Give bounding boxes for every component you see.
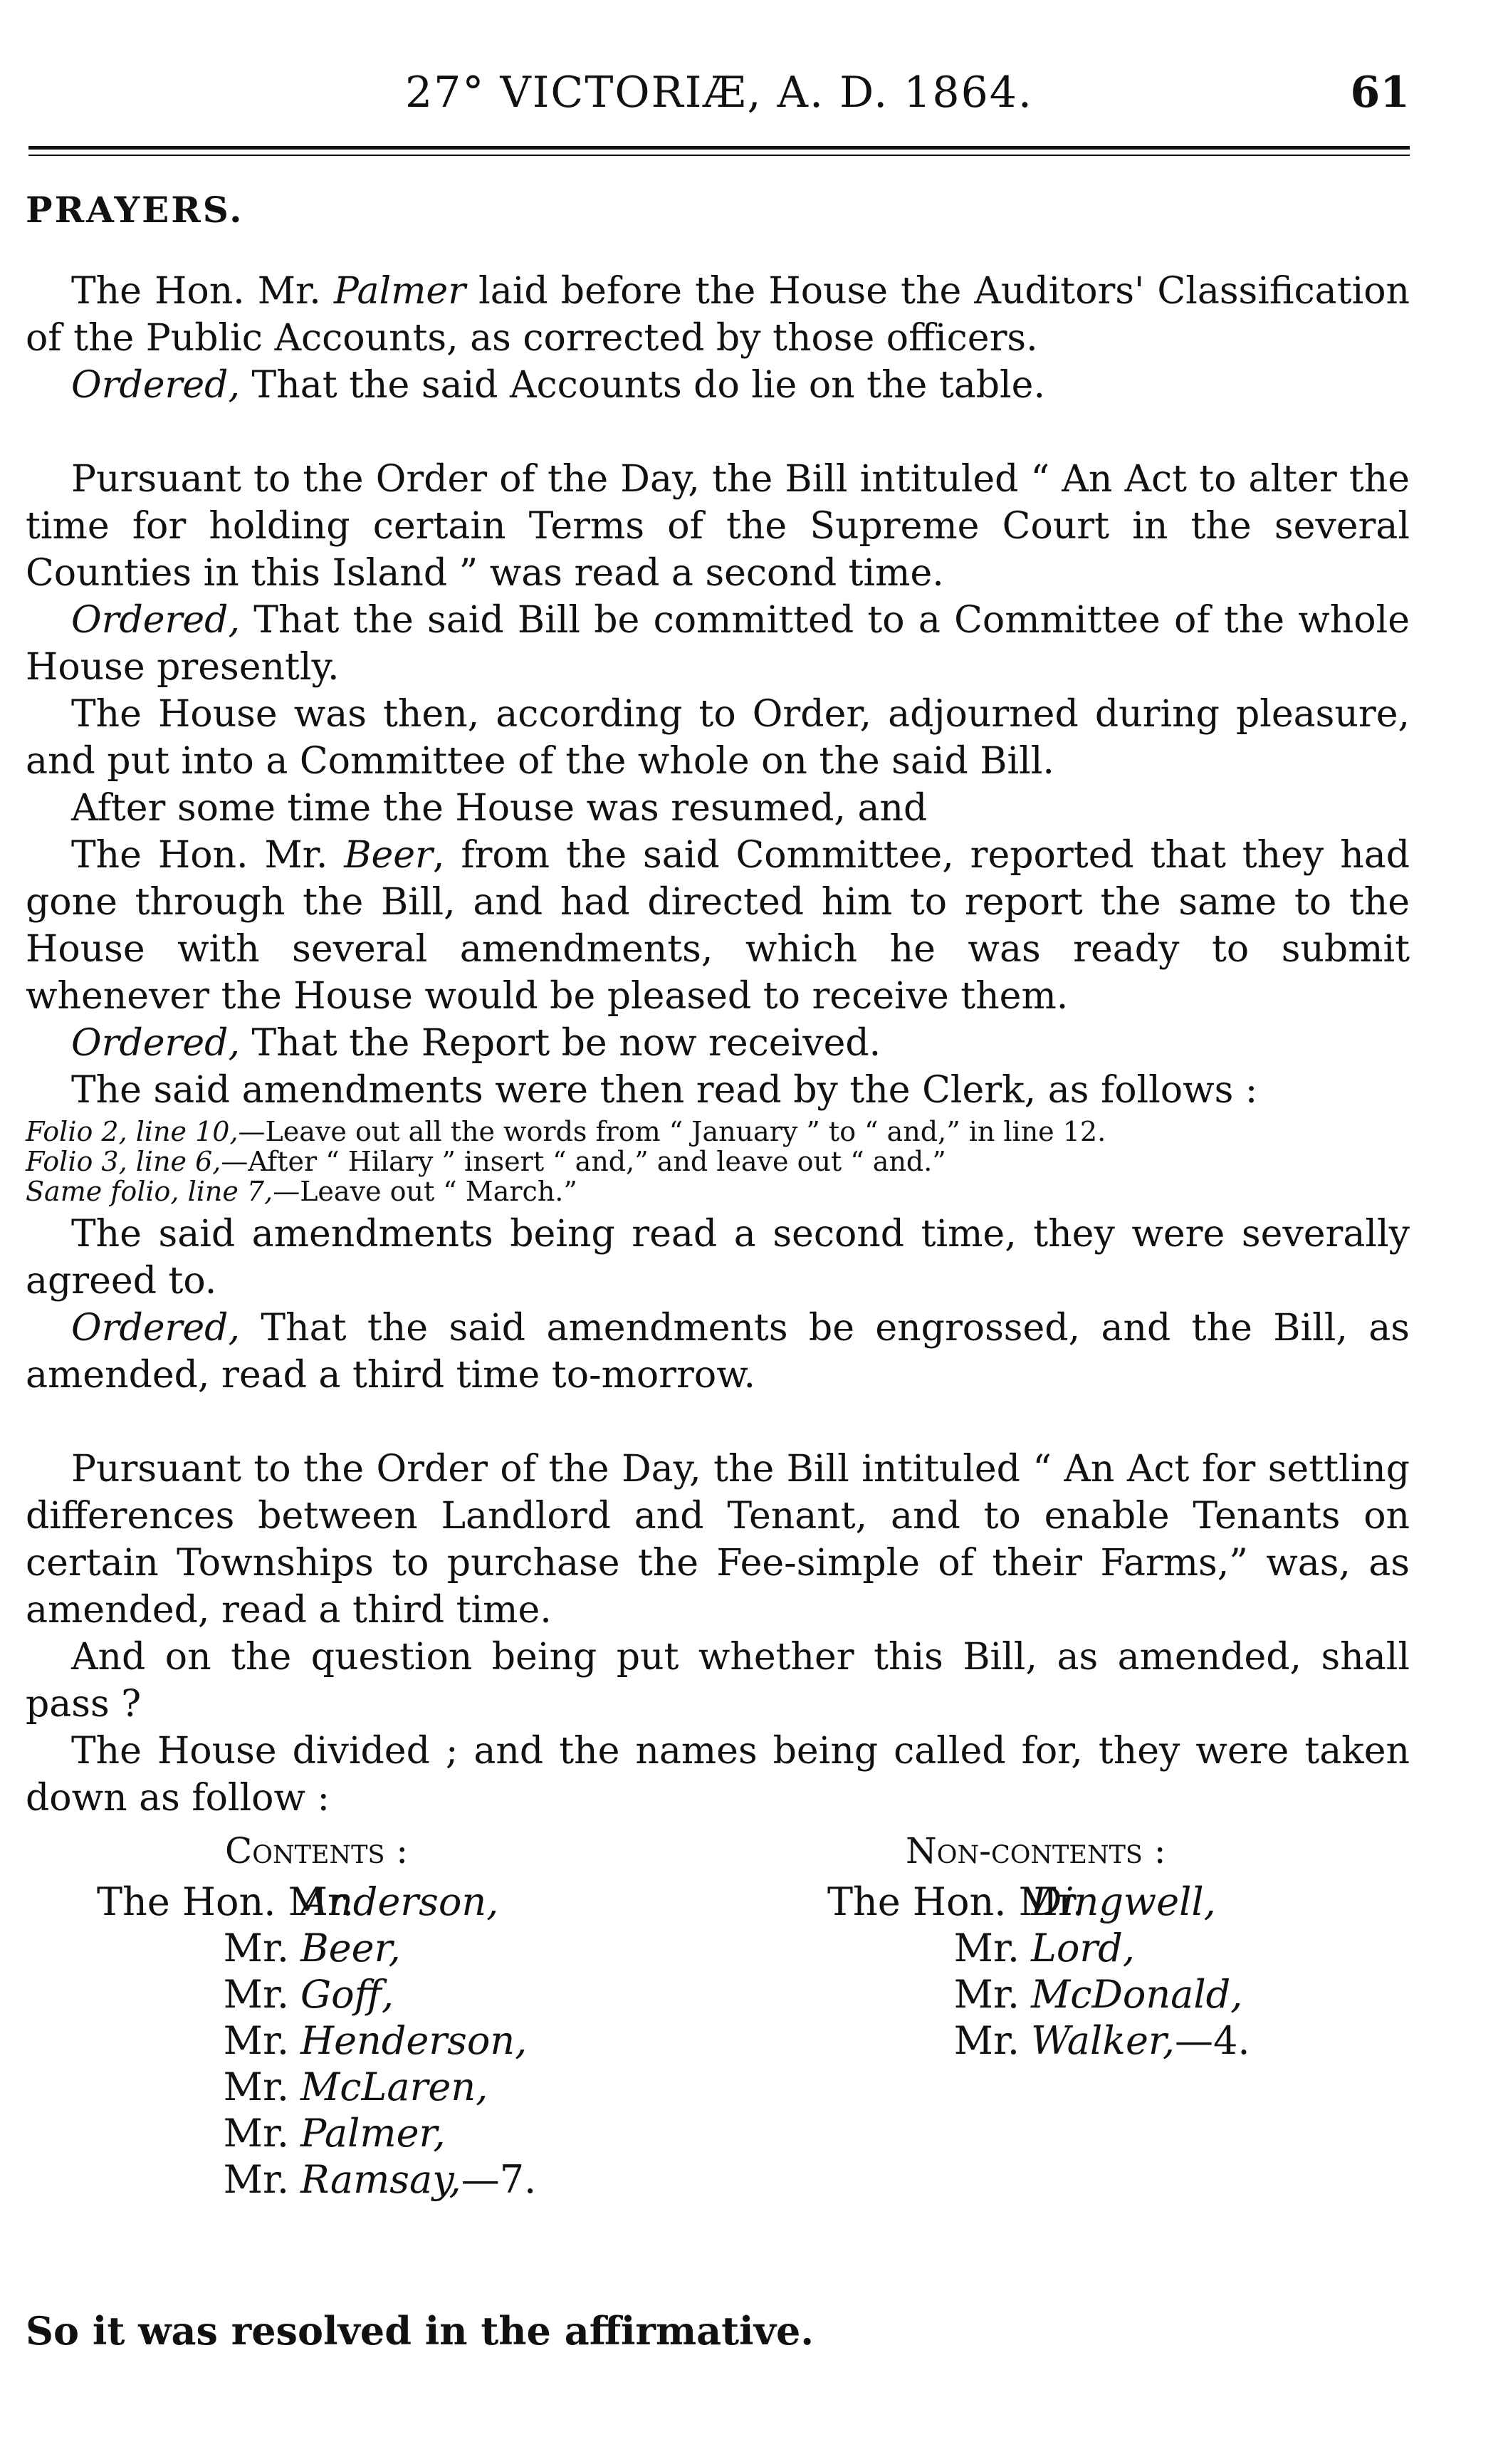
ordered-label: Ordered,	[71, 364, 240, 407]
page-body	[26, 187, 1410, 2354]
member-row: Mr. Beer,	[223, 1926, 401, 1970]
member-row: Mr. Ramsay,—7.	[223, 2157, 537, 2202]
non-contents-column	[827, 1827, 1411, 2064]
member-row: Mr. McDonald,	[953, 1972, 1243, 2017]
amendment-item: Same folio, line 7,—Leave out “ March.”	[26, 1176, 577, 1207]
header-title: 27° VICTORIÆ, A. D. 1864.	[404, 68, 1033, 118]
ordered-paragraph: Ordered, That the said amendments be engrossed, and the Bill, as amended, read a third time to-morrow.	[26, 1307, 1410, 1397]
member-row: Mr. McLaren,	[223, 2064, 488, 2109]
amendments-list	[26, 1117, 1410, 1206]
contents-tally: —7.	[461, 2157, 537, 2202]
page-number: 61	[1350, 68, 1410, 118]
member-row: Mr. Goff,	[223, 1972, 394, 2017]
amendment-ref: Folio 3, line 6,	[26, 1146, 221, 1177]
member-row: Mr. Henderson,	[223, 2018, 528, 2063]
member-name: Beer	[344, 834, 433, 877]
paragraph: Pursuant to the Order of the Day, the Bill intituled “ An Act to alter the time for holding certain Terms of the Supreme Court in the several Counties in this Island ” was read a second time.	[26, 458, 1410, 595]
paragraph: And on the question being put whether this Bill, as amended, shall pass ?	[26, 1636, 1410, 1726]
amendment-ref: Same folio, line 7,	[26, 1176, 273, 1207]
ordered-label: Ordered,	[71, 599, 240, 642]
ordered-paragraph: Ordered, That the said Accounts do lie on the table.	[71, 364, 1045, 407]
member-name: Anderson,	[300, 1879, 499, 1924]
paragraph: The Hon. Mr. Beer, from the said Committee, reported that they had gone through the Bill, and had directed him to report the same to the House with several amendments, which he was ready to submit whenever the House would be pleased to receive them.	[26, 834, 1410, 1018]
member-name: Beer,	[300, 1926, 401, 1970]
member-row: The Hon. Mr.Anderson,	[97, 1879, 499, 1924]
header-rule-thin	[28, 155, 1410, 156]
member-name: Dingwell,	[1031, 1879, 1216, 1924]
paragraph: The said amendments being read a second time, they were severally agreed to.	[26, 1213, 1410, 1303]
division-lists	[26, 1827, 1410, 2297]
member-name: Palmer,	[300, 2111, 446, 2156]
member-name: Walker,	[1031, 2018, 1175, 2063]
member-row: Mr. Lord,	[953, 1926, 1135, 1970]
member-row: Mr. Walker,—4.	[953, 2018, 1250, 2063]
running-header	[28, 68, 1410, 125]
spacer	[26, 1399, 1410, 1446]
member-name: Henderson,	[300, 2018, 528, 2063]
member-name: McDonald,	[1031, 1972, 1243, 2017]
non-contents-heading: Non-contents :	[906, 1830, 1166, 1872]
member-name: Goff,	[300, 1972, 394, 2017]
non-contents-tally: —4.	[1175, 2018, 1250, 2063]
contents-heading: Contents :	[225, 1830, 409, 1872]
paragraph: After some time the House was resumed, and	[71, 787, 928, 830]
member-row: Mr. Palmer,	[223, 2111, 446, 2156]
paragraph: The Hon. Mr. Palmer laid before the House the Auditors' Classification of the Public Accounts, as corrected by those officers.	[26, 270, 1410, 360]
member-name: Lord,	[1031, 1926, 1135, 1970]
member-name: McLaren,	[300, 2064, 488, 2109]
contents-column	[26, 1827, 738, 2203]
paragraph: The House was then, according to Order, adjourned during pleasure, and put into a Committee of the whole on the said Bill.	[26, 693, 1410, 783]
member-name: Palmer	[333, 270, 466, 313]
paragraph: The said amendments were then read by the Clerk, as follows :	[71, 1069, 1258, 1112]
header-rule-thick	[28, 146, 1410, 150]
section-heading: PRAYERS.	[26, 189, 244, 231]
paragraph: The House divided ; and the names being called for, they were taken down as follow :	[26, 1730, 1410, 1820]
ordered-paragraph: Ordered, That the said Bill be committed to a Committee of the whole House presently.	[26, 599, 1410, 689]
amendment-item: Folio 3, line 6,—After “ Hilary ” insert “ and,” and leave out “ and.”	[26, 1146, 946, 1177]
ordered-label: Ordered,	[71, 1307, 240, 1350]
amendment-ref: Folio 2, line 10,	[26, 1116, 239, 1147]
ordered-label: Ordered,	[71, 1022, 240, 1065]
member-row: The Hon. Mr.Dingwell,	[827, 1879, 1216, 1924]
spacer	[26, 409, 1410, 456]
paragraph: Pursuant to the Order of the Day, the Bill intituled “ An Act for settling differences between Landlord and Tenant, and to enable Tenants on certain Townships to purchase the Fee-simple of their Farms,” was, as amended, read a third time.	[26, 1448, 1410, 1632]
ordered-paragraph: Ordered, That the Report be now received.	[71, 1022, 881, 1065]
resolution-line: So it was resolved in the affirmative.	[26, 2308, 815, 2354]
member-name: Ramsay,	[300, 2157, 461, 2202]
amendment-item: Folio 2, line 10,—Leave out all the words from “ January ” to “ and,” in line 12.	[26, 1116, 1106, 1147]
